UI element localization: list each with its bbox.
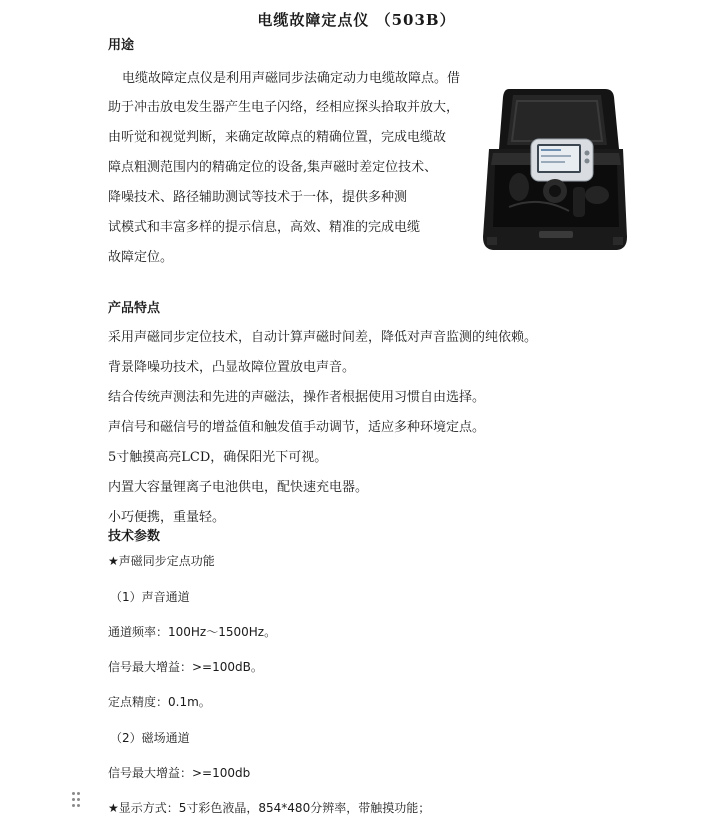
spec-display: ★显示方式：5寸彩色液晶，854*480分辨率，带触摸功能； [108,801,431,815]
usage-line: 降噪技术、路径辅助测试等技术于一体，提供多种测 [108,190,408,205]
specs-heading: 技术参数 [108,529,161,544]
feature-item: 5寸触摸高亮LCD，确保阳光下可视。 [108,450,328,465]
spec-frequency: 通道频率：100Hz～1500Hz。 [108,625,277,639]
spec-mag-channel: （2）磁场通道 [110,731,190,745]
feature-item: 小巧便携，重量轻。 [108,510,226,525]
feature-item: 采用声磁同步定位技术，自动计算声磁时间差，降低对声音监测的纯依赖。 [108,330,538,345]
usage-line: 障点粗测范围内的精确定位的设备,集声磁时差定位技术、 [108,160,438,175]
spec-sync-title: ★声磁同步定点功能 [108,554,215,568]
usage-line: 助于冲击放电发生器产生电子闪络，经相应探头拾取并放大， [108,100,460,115]
feature-item: 内置大容量锂离子电池供电，配快速充电器。 [108,480,369,495]
feature-item: 背景降噪功技术，凸显故障位置放电声音。 [108,360,356,375]
usage-line: 由听觉和视觉判断，来确定故障点的精确位置，完成电缆故 [108,130,447,145]
spec-gain-mag: 信号最大增益：>=100db [108,766,251,780]
usage-line: 故障定位。 [108,250,174,265]
feature-item: 结合传统声测法和先进的声磁法，操作者根据使用习惯自由选择。 [108,390,486,405]
device-case-image [479,87,629,255]
usage-heading: 用途 [108,38,135,53]
usage-line: 电缆故障定点仪是利用声磁同步法确定动力电缆故障点。借 [122,71,461,86]
spec-precision: 定点精度：0.1m。 [108,695,211,709]
drag-handle-icon[interactable] [72,792,80,818]
document-title: 电缆故障定点仪 （503B） [257,11,456,29]
feature-item: 声信号和磁信号的增益值和触发值手动调节，适应多种环境定点。 [108,420,486,435]
spec-sound-channel: （1）声音通道 [110,590,190,604]
spec-gain-sound: 信号最大增益：>=100dB。 [108,660,263,674]
usage-line: 试模式和丰富多样的提示信息，高效、精准的完成电缆 [108,220,421,235]
features-heading: 产品特点 [108,301,161,316]
